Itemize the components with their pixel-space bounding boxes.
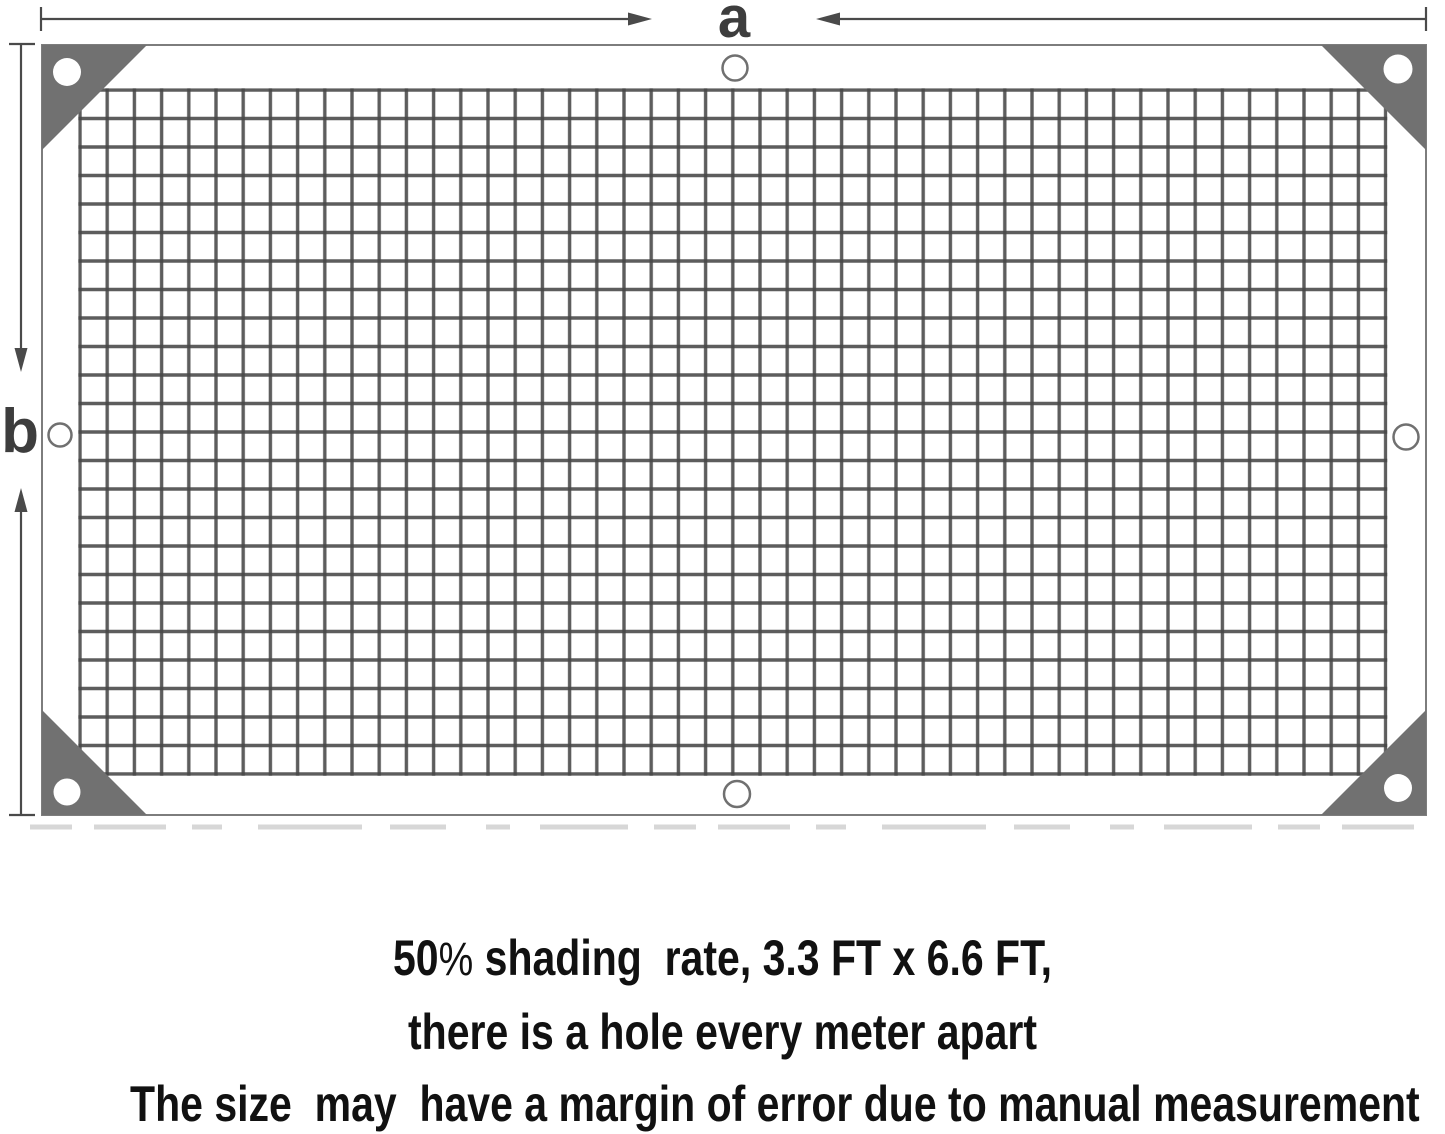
mesh-panel bbox=[78, 88, 1387, 776]
dim-a-label: a bbox=[717, 0, 751, 50]
grommet-hole-corner-top-right bbox=[1384, 55, 1413, 84]
caption-line1-rest: shading rate, 3.3 FT x 6.6 FT, bbox=[473, 930, 1052, 986]
grommet-hole-corner-top-left bbox=[53, 58, 81, 86]
grommet-hole-corner-bottom-left bbox=[54, 779, 81, 806]
caption-line-3: The size may have a margin of error due to manual measurement bbox=[130, 1076, 1420, 1132]
dim-b-arrowhead-down-icon bbox=[15, 348, 28, 372]
dim-a-arrowhead-left-icon bbox=[816, 13, 840, 26]
grommet-hole-left-middle bbox=[49, 424, 72, 447]
caption-percent-sign: % bbox=[438, 933, 474, 986]
grommet-hole-top-middle bbox=[723, 56, 748, 81]
caption-line-1 bbox=[130, 922, 1315, 996]
caption-shading-number: 50 bbox=[393, 930, 439, 986]
caption-block bbox=[0, 922, 1445, 1134]
caption-line-2: there is a hole every meter apart bbox=[408, 1004, 1037, 1060]
dimension-b bbox=[1, 44, 39, 815]
dimension-a bbox=[41, 0, 1426, 50]
dim-b-label: b bbox=[1, 397, 39, 466]
grommet-hole-bottom-middle bbox=[724, 781, 750, 807]
dim-b-arrowhead-up-icon bbox=[15, 488, 28, 512]
dim-a-arrowhead-right-icon bbox=[628, 13, 652, 26]
grommet-hole-corner-bottom-right bbox=[1384, 774, 1412, 802]
grommet-hole-right-middle bbox=[1394, 425, 1419, 450]
